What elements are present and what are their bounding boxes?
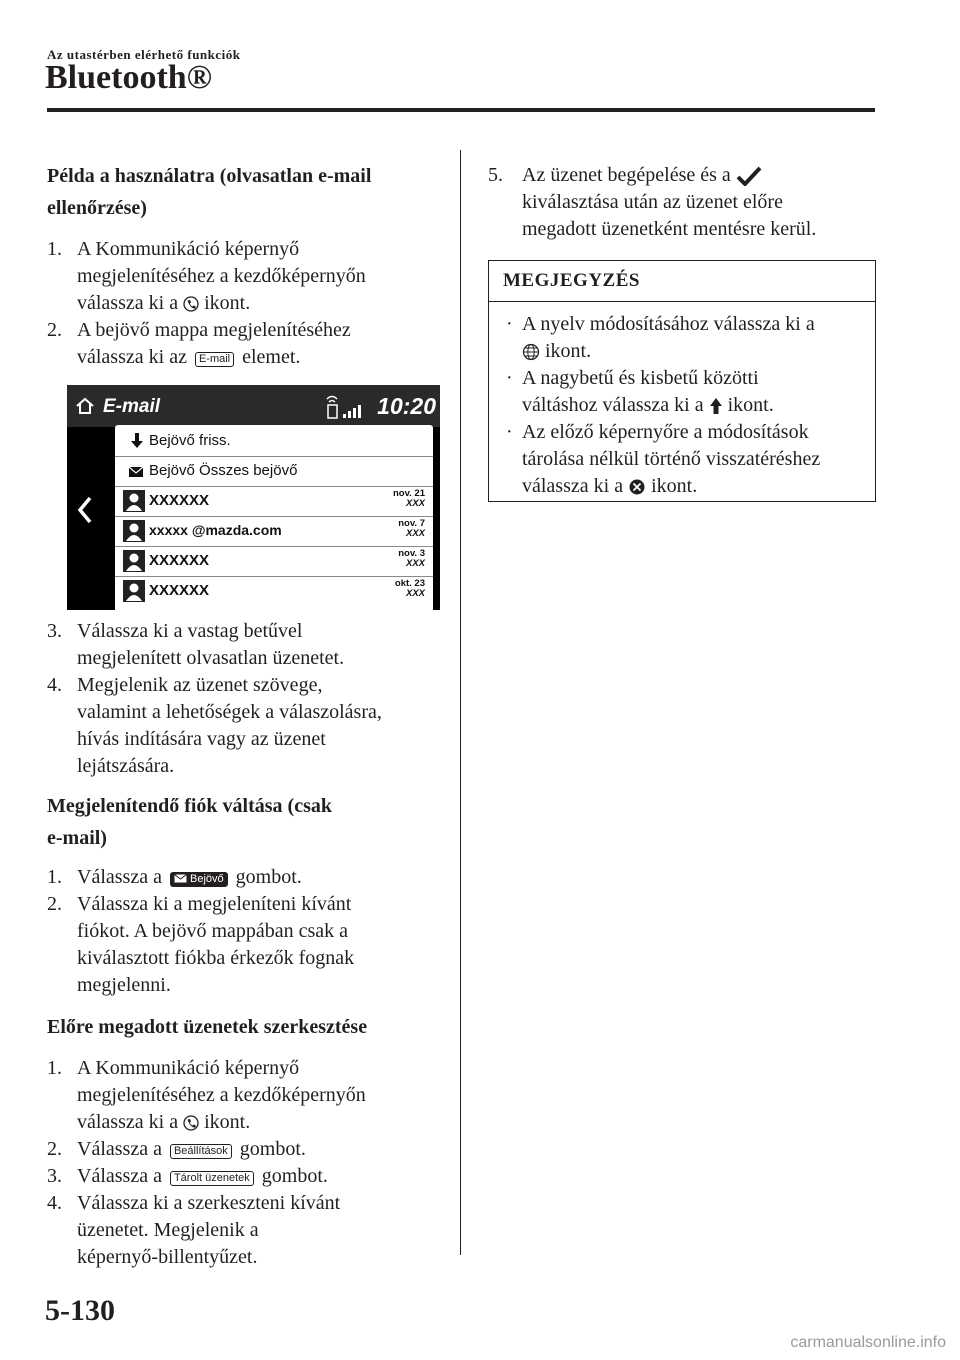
steps-account-switch <box>47 864 452 999</box>
note-list <box>489 311 869 500</box>
section-heading-preset-messages: Előre megadott üzenetek szerkesztése <box>47 1016 368 1038</box>
step-2: 2. A bejövő mappa megjelenítéséhez válassza ki az E-mail elemet. <box>47 319 351 368</box>
communication-icon <box>183 1114 199 1132</box>
message-sender: xxxxx @mazda.com <box>149 522 282 538</box>
email-list-panel <box>115 425 433 610</box>
step-4: 4. Válassza ki a szerkeszteni kívánt üzenetet. Megjelenik a képernyő-billentyűzet. <box>47 1192 341 1268</box>
step-4: 4. Megjelenik az üzenet szövege, valamint a lehetőségek a válaszolásra, hívás indítására vagy az üzenet lejátszására. <box>47 674 382 777</box>
section-label: Az utastérben elérhető funkciók <box>47 47 241 62</box>
left-column-bottom <box>47 618 452 1271</box>
screen-header <box>67 385 440 427</box>
communication-icon <box>183 295 199 313</box>
step-2: 2. Válassza ki a megjeleníteni kívánt fiókot. A bejövő mappában csak a kiválasztott fiókba érkezők fognak megjelenni. <box>47 893 355 996</box>
step-1: 1. A Kommunikáció képernyő megjelenítéséhez a kezdőképernyőn válassza ki a ikont. <box>47 1057 366 1133</box>
message-row[interactable] <box>115 517 433 547</box>
note-item-cancel: · Az előző képernyőre a módosítások tárolása nélkül történő visszatéréshez válassza ki a ikont. <box>506 421 821 497</box>
envelope-icon <box>174 874 187 883</box>
checkmark-icon <box>736 166 762 186</box>
screen-title: E-mail <box>103 396 161 417</box>
message-row[interactable] <box>115 547 433 577</box>
chapter-title: Bluetooth® <box>45 59 213 96</box>
step-2: 2. Válassza a Beállítások gombot. <box>47 1138 306 1160</box>
step-5: 5. Az üzenet begépelése és a kiválasztása után az üzenet előre megadott üzenetként mentésre kerül. <box>488 164 817 240</box>
settings-button-ref: Beállítások <box>170 1144 232 1159</box>
note-title: MEGJEGYZÉS <box>503 270 640 291</box>
home-icon <box>75 397 95 415</box>
contact-avatar-icon <box>123 520 145 542</box>
signal-status-icon <box>323 393 367 421</box>
steps-unread-email <box>47 236 447 371</box>
message-sender: XXXXXX <box>149 582 210 599</box>
contact-avatar-icon <box>123 550 145 572</box>
steps-unread-email-cont <box>47 618 452 780</box>
column-divider <box>460 150 461 1255</box>
email-button-ref: E-mail <box>195 352 234 367</box>
email-screen-image <box>67 385 440 610</box>
screen-clock: 10:20 <box>377 393 436 419</box>
note-box <box>488 260 876 502</box>
page-number: 5-130 <box>45 1294 115 1327</box>
message-sender: XXXXXX <box>149 552 210 569</box>
shift-arrow-icon <box>709 397 723 415</box>
step-1: 1. Válassza a Bejövő gombot. <box>47 866 302 888</box>
message-sender: XXXXXX <box>149 492 210 509</box>
contact-avatar-icon <box>123 580 145 602</box>
cancel-icon <box>628 478 646 496</box>
header-rule <box>47 108 875 112</box>
message-date: nov. 21 XXX <box>392 488 425 509</box>
message-date: okt. 23 XXX <box>394 578 425 599</box>
message-date: nov. 3 XXX <box>398 548 425 569</box>
contact-avatar-icon <box>123 490 145 512</box>
step-1: 1. A Kommunikáció képernyő megjelenítéséhez a kezdőképernyőn válassza ki a ikont. <box>47 238 366 314</box>
step-3: 3. Válassza a Tárolt üzenetek gombot. <box>47 1165 328 1187</box>
section-heading-account-switch: Megjelenítendő fiók váltása (csak e-mail) <box>47 795 332 849</box>
watermark: carmanualsonline.info <box>790 1334 946 1351</box>
globe-icon <box>522 343 540 361</box>
message-row[interactable] <box>115 487 433 517</box>
note-header <box>489 261 875 302</box>
back-chevron-icon[interactable] <box>77 495 93 525</box>
step-3: 3. Válassza ki a vastag betűvel megjelenített olvasatlan üzenetet. <box>47 620 345 669</box>
download-arrow-icon <box>130 432 144 450</box>
list-item-inbox-new[interactable]: Bejövő friss. <box>115 427 433 457</box>
envelope-icon <box>128 466 144 478</box>
section-heading-unread-email: Példa a használatra (olvasatlan e-mail ellenőrzése) <box>47 165 372 219</box>
note-item-case: · A nagybetű és kisbetű közötti váltáshoz válassza ki a ikont. <box>506 367 774 416</box>
message-date: nov. 7 XXX <box>398 518 425 539</box>
note-item-language: · A nyelv módosításához válassza ki a ikont. <box>506 313 815 362</box>
left-column-top <box>47 160 447 371</box>
list-item-inbox-all[interactable]: Bejövő Összes bejövő <box>115 457 433 487</box>
stored-messages-button-ref: Tárolt üzenetek <box>170 1171 254 1186</box>
steps-preset-messages <box>47 1055 452 1271</box>
message-row[interactable] <box>115 577 433 606</box>
inbox-button-ref: Bejövő <box>170 872 228 887</box>
